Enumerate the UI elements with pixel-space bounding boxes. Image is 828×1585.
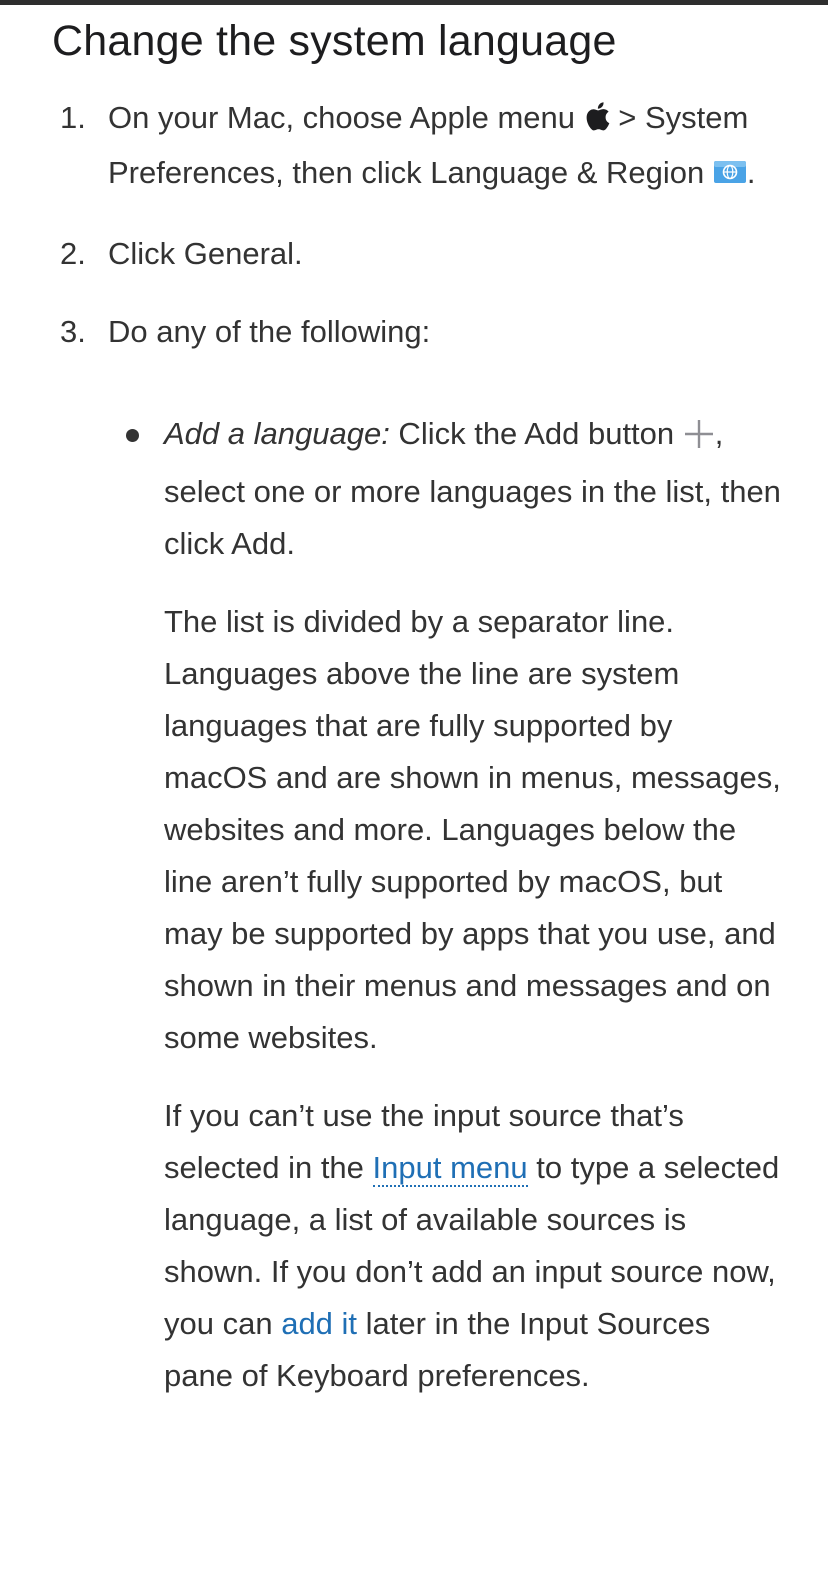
add-language-paragraph	[164, 408, 784, 570]
top-bar	[0, 0, 828, 5]
paragraph-part: to type a selected language, a list of available sources is shown. If you don’t add an input source now, you can	[164, 1150, 780, 1341]
bullet-dot	[126, 429, 139, 442]
paragraph-part: , select one or more languages in the list, then click Add.	[164, 416, 781, 561]
step-2	[0, 228, 828, 280]
paragraph-part: later in the Input Sources pane of Keyboard preferences.	[164, 1306, 711, 1393]
step-text: Click General.	[108, 236, 303, 271]
apple-logo-icon	[584, 95, 610, 147]
globe-flag-icon	[713, 150, 747, 202]
step-number: 3.	[60, 314, 86, 349]
step-text-part: On your Mac, choose Apple menu	[108, 100, 584, 135]
page-title: Change the system language	[52, 17, 617, 65]
step-3	[0, 306, 828, 1402]
paragraph-part: If you can’t use the input source that’s selected in the	[164, 1098, 684, 1185]
step-text	[108, 92, 784, 202]
step-number: 1.	[60, 100, 86, 135]
step-text-part: > System Preferences, then click Language & Region	[108, 100, 749, 190]
add-language-label: Add a language:	[164, 416, 390, 451]
separator-explanation-paragraph: The list is divided by a separator line. Languages above the line are system languages that are fully supported by macOS and are shown in menus, messages, websites and more. Languages below the line aren’t fully supported by macOS, but may be supported by apps that you use, and shown in their menus and messages and on some websites.	[164, 604, 781, 1055]
step-text: Do any of the following:	[108, 314, 431, 349]
step-number: 2.	[60, 236, 86, 271]
paragraph-part: Click the Add button	[389, 416, 683, 451]
step-text-part: .	[746, 155, 756, 190]
list-item	[108, 408, 784, 1402]
step-1	[0, 92, 828, 202]
options-list	[108, 408, 784, 1402]
input-source-paragraph	[164, 1090, 784, 1402]
steps-list	[0, 92, 828, 1428]
add-it-link[interactable]: add it	[281, 1306, 358, 1341]
input-menu-link[interactable]: Input menu	[372, 1150, 528, 1185]
plus-icon	[683, 414, 715, 466]
